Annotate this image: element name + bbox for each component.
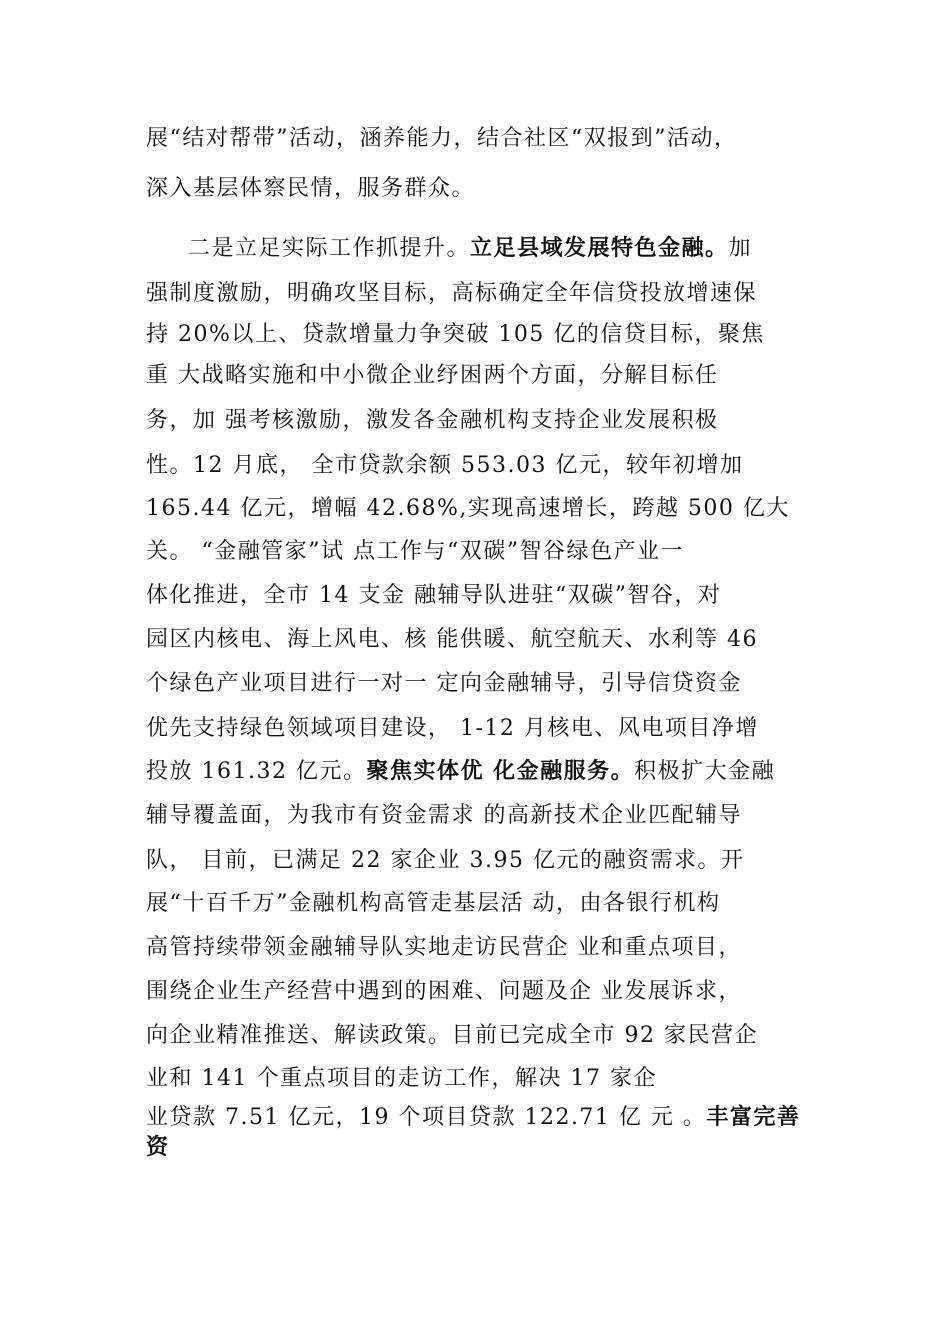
text-run: 性。12 月底， 全市贷款余额 553.03 亿元，较年初增加 (146, 453, 744, 478)
bold-heading-run: 丰富完善 (706, 1105, 801, 1130)
text-line-8 (146, 451, 743, 481)
text-line-17 (146, 846, 744, 876)
text-run: 向企业精准推送、解读政策。目前已完成全市 92 家民营企 (146, 1023, 758, 1048)
text-run: 个绿色产业项目进行一对一 定向金融辅导，引导信贷资金 (146, 671, 742, 696)
bold-heading-run: 聚焦实体优 化金融服务。 (366, 759, 635, 784)
text-line-13 (146, 669, 742, 699)
bold-heading-run: 立足县域发展特色金融。 (470, 236, 729, 261)
text-run: 队， 目前，已满足 22 家企业 3.95 亿元的融资需求。开 (146, 848, 745, 873)
text-line-7 (146, 406, 719, 436)
text-line-11 (146, 581, 721, 611)
text-run: 务，加 强考核激励，激发各金融机构支持企业发展积极 (146, 408, 719, 433)
text-line-14 (146, 714, 759, 744)
text-line-18 (146, 889, 721, 919)
text-run: 持 20%以上、贷款增量力争突破 105 亿的信贷目标，聚焦 (146, 322, 765, 347)
text-run: 辅导覆盖面，为我市有资金需求 的高新技术企业匹配辅导 (146, 803, 742, 828)
text-run: 体化推进，全市 14 支金 融辅导队进驻“双碳”智谷，对 (146, 583, 722, 608)
text-line-6 (146, 361, 719, 391)
text-line-22 (146, 1064, 657, 1094)
text-line-23 (146, 1103, 800, 1133)
text-line-5 (146, 320, 765, 350)
text-run: 高管持续带领金融辅导队实地走访民营企 业和重点项目， (146, 935, 742, 960)
text-line-19 (146, 933, 742, 963)
text-line-21 (146, 1021, 758, 1051)
text-run: 强制度激励，明确攻坚目标，高标确定全年信贷投放增速保 (146, 281, 758, 306)
text-run: 展“结对帮带”活动，涵养能力，结合社区“双报到”活动， (146, 126, 738, 151)
text-run: 深入基层体察民情，服务群众。 (146, 176, 476, 201)
text-line-3 (188, 234, 752, 264)
text-run: 围绕企业生产经营中遇到的困难、问题及企 业发展诉求， (146, 979, 742, 1004)
text-line-24 (146, 1133, 170, 1163)
text-run: 165.44 亿元，增幅 42.68%,实现高速增长，跨越 500 亿大 (146, 496, 790, 521)
text-run: 加 (728, 236, 753, 261)
text-line-16 (146, 801, 742, 831)
text-run: 业贷款 7.51 亿元，19 个项目贷款 122.71 亿 元 。 (146, 1105, 707, 1130)
text-line-4 (146, 279, 757, 309)
text-run: 投放 161.32 亿元。 (146, 759, 367, 784)
text-run: 关。 “金融管家”试 点工作与“双碳”智谷绿色产业一 (146, 539, 684, 564)
text-run: 积极扩大金融 (634, 759, 776, 784)
text-run: 重 大战略实施和中小微企业纾困两个方面，分解目标任 (146, 363, 719, 388)
text-run: 二是立足实际工作抓提升。 (188, 236, 471, 261)
text-line-1 (146, 124, 738, 154)
bold-heading-run: 资 (146, 1135, 170, 1160)
text-line-9 (146, 494, 790, 524)
text-line-2 (146, 174, 475, 204)
text-line-15 (146, 757, 775, 787)
text-run: 园区内核电、海上风电、核 能供暖、航空航天、水利等 46 (146, 627, 758, 652)
text-line-12 (146, 625, 758, 655)
text-run: 优先支持绿色领域项目建设， 1-12 月核电、风电项目净增 (146, 716, 759, 741)
text-run: 展“十百千万”金融机构高管走基层活 动，由各银行机构 (146, 891, 721, 916)
text-line-20 (146, 977, 742, 1007)
text-line-10 (146, 537, 684, 567)
text-run: 业和 141 个重点项目的走访工作，解决 17 家企 (146, 1066, 657, 1091)
